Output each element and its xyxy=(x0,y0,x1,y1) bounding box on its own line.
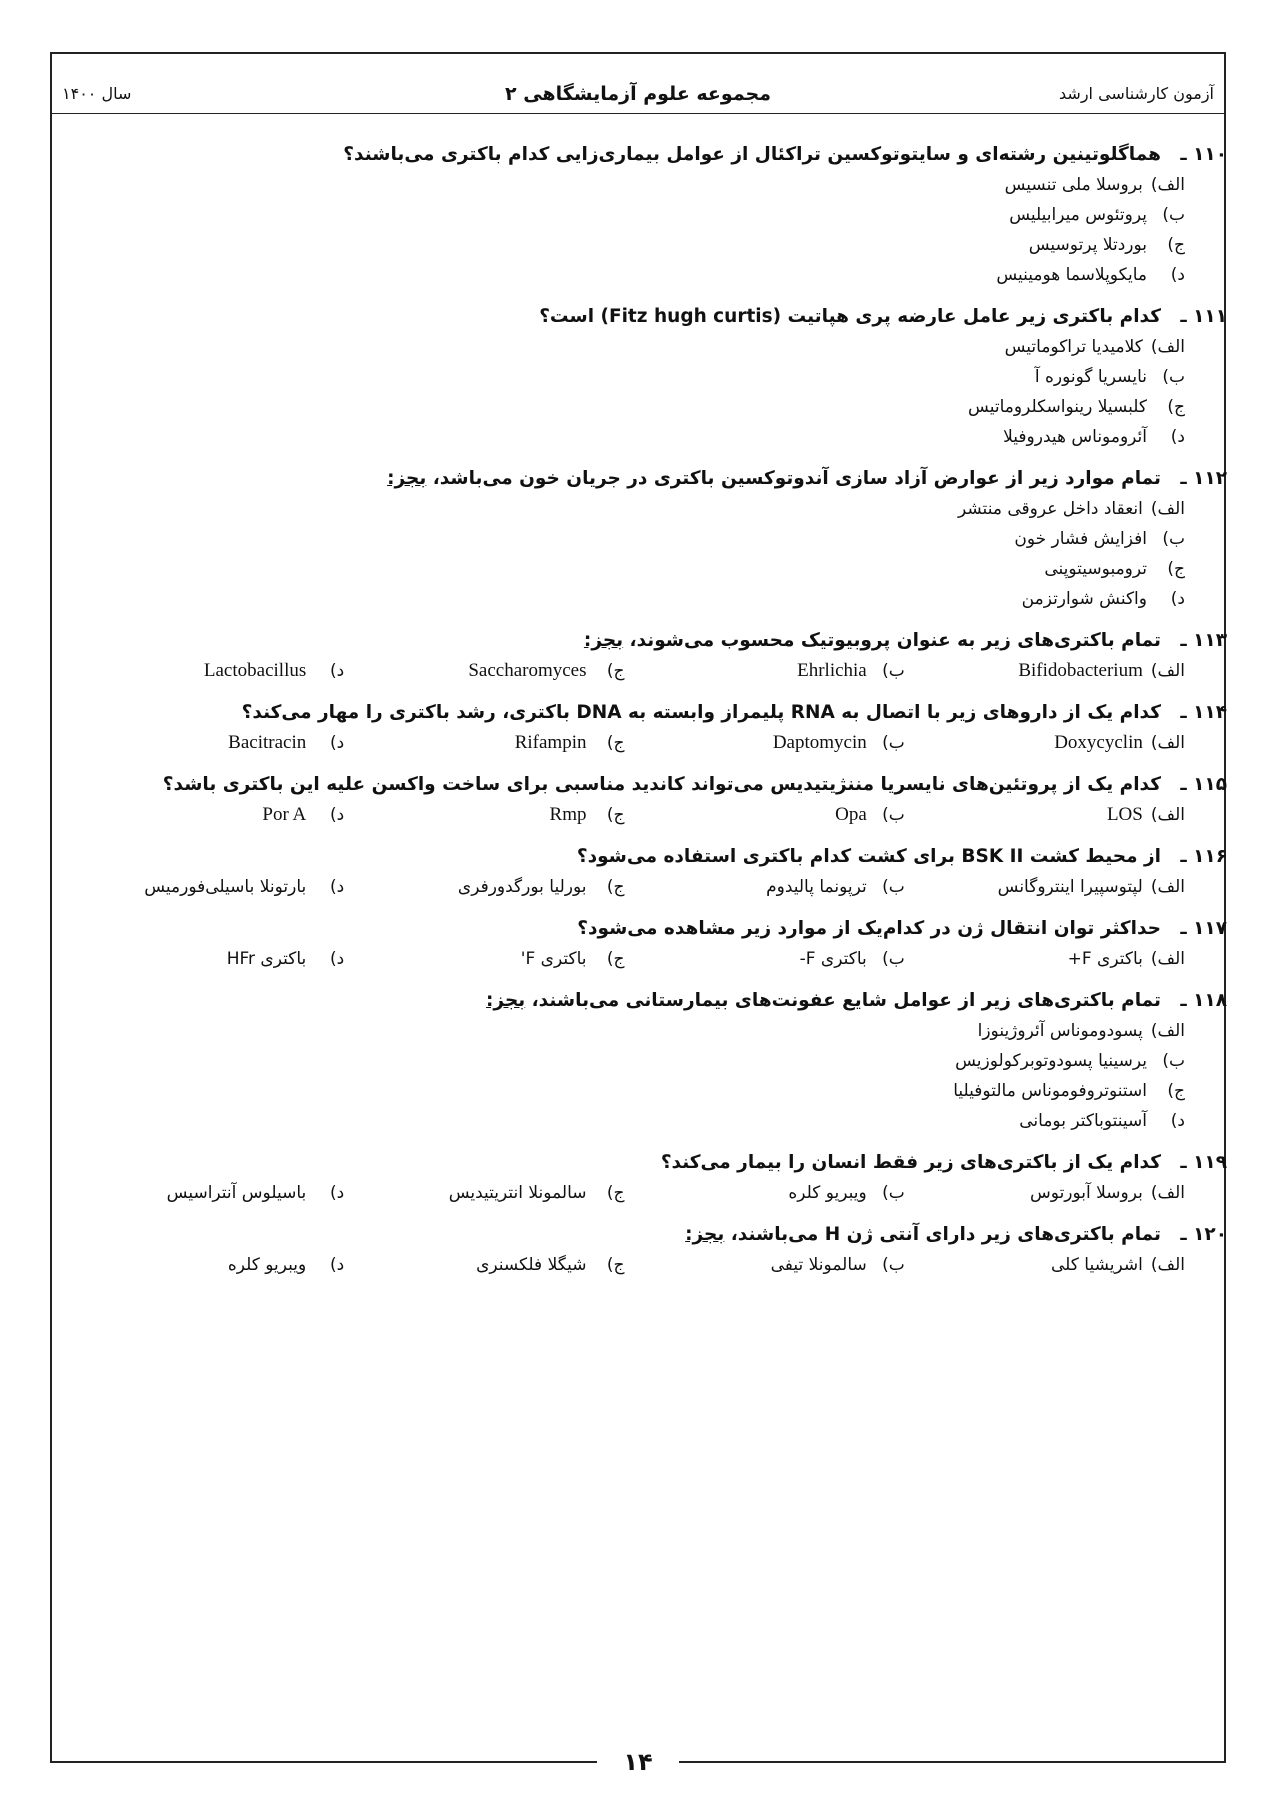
option-label: الف) xyxy=(1150,1255,1185,1275)
question-text xyxy=(163,770,1161,800)
answer-option xyxy=(64,1076,1185,1106)
option-label: ج) xyxy=(1167,559,1185,579)
question-text-body: کدام یک از پروتئین‌های نایسریا مننژیتیدیس می‌تواند کاندید مناسبی برای ساخت واکسن علیه این باکتری باشد؟ xyxy=(162,774,1161,795)
answer-option xyxy=(344,944,624,974)
option-text: یرسینیا پسودوتوبرکولوزیس xyxy=(955,1051,1147,1071)
exam-title: آزمون کارشناسی ارشد xyxy=(1059,84,1214,103)
answer-option xyxy=(64,1106,1185,1136)
option-label: الف) xyxy=(1150,499,1185,519)
option-label: ج) xyxy=(606,949,625,969)
option-text: Ehrlichia xyxy=(797,660,867,681)
option-text: Por A xyxy=(262,804,307,825)
answer-option xyxy=(625,800,905,830)
subject-title: مجموعه علوم آزمایشگاهی ۲ xyxy=(504,82,772,105)
answer-options xyxy=(64,494,1227,614)
answer-option xyxy=(64,362,1185,392)
question-item xyxy=(64,626,1227,686)
answer-option xyxy=(64,200,1185,230)
question-number: ۱۲۰ ـ xyxy=(1180,1224,1227,1245)
question-exception-marker: بجز: xyxy=(685,1224,725,1245)
answer-option xyxy=(344,728,624,758)
option-text: Daptomycin xyxy=(772,732,867,753)
question-text xyxy=(242,698,1161,728)
option-text: Rmp xyxy=(549,804,587,825)
option-label: د) xyxy=(330,805,345,825)
answer-options xyxy=(64,1250,1227,1280)
option-label: د) xyxy=(330,1255,345,1275)
answer-option xyxy=(64,584,1185,614)
question-text xyxy=(577,842,1161,872)
option-text: بوردتلا پرتوسیس xyxy=(1028,235,1147,255)
option-label: الف) xyxy=(1150,733,1185,753)
question-stem xyxy=(64,914,1227,944)
answer-option xyxy=(905,800,1185,830)
answer-option xyxy=(64,1016,1185,1046)
option-text: Rifampin xyxy=(514,732,587,753)
question-text-body: تمام باکتری‌های زیر به عنوان پروبیوتیک محسوب می‌شوند، xyxy=(623,630,1161,651)
option-label: ب) xyxy=(1162,1051,1185,1071)
option-label: ج) xyxy=(606,1255,625,1275)
option-text: سالمونلا تیفی xyxy=(770,1255,867,1275)
option-label: الف) xyxy=(1150,337,1185,357)
answer-option xyxy=(344,872,624,902)
answer-options xyxy=(64,1178,1227,1208)
answer-option xyxy=(905,944,1185,974)
answer-option xyxy=(344,1250,624,1280)
question-text xyxy=(577,914,1161,944)
answer-option xyxy=(64,392,1185,422)
answer-option xyxy=(344,800,624,830)
option-text: باسیلوس آنتراسیس xyxy=(166,1183,307,1203)
option-label: ج) xyxy=(606,733,625,753)
option-text: ترپونما پالیدوم xyxy=(766,877,867,897)
page-number: ۱۴ xyxy=(623,1748,653,1776)
question-text-body: تمام موارد زیر از عوارض آزاد سازی آندوتوکسین باکتری در جریان خون می‌باشد، xyxy=(426,468,1161,489)
option-label: الف) xyxy=(1150,661,1185,681)
option-text: Opa xyxy=(835,804,867,825)
option-label: ب) xyxy=(882,805,905,825)
option-label: د) xyxy=(1170,589,1185,609)
answer-option xyxy=(625,944,905,974)
option-label: الف) xyxy=(1150,1021,1185,1041)
question-item xyxy=(64,140,1227,290)
option-label: ب) xyxy=(882,1255,905,1275)
answer-options xyxy=(64,728,1227,758)
question-stem xyxy=(64,302,1227,332)
question-stem xyxy=(64,770,1227,800)
option-text: مایکوپلاسما هومینیس xyxy=(996,265,1147,285)
page-header xyxy=(52,74,1224,114)
answer-option xyxy=(625,1250,905,1280)
question-text xyxy=(343,140,1161,170)
question-item xyxy=(64,302,1227,452)
option-label: د) xyxy=(1170,427,1185,447)
option-text: کلامیدیا تراکوماتیس xyxy=(1004,337,1143,357)
option-label: ج) xyxy=(1167,1081,1185,1101)
answer-option xyxy=(64,1178,344,1208)
question-text-body: کدام باکتری زیر عامل عارضه پری هپاتیت (Fitz hugh curtis) است؟ xyxy=(539,306,1161,327)
answer-options xyxy=(64,656,1227,686)
option-text: بروسلا ملی تنسیس xyxy=(1004,175,1143,195)
question-exception-marker: بجز: xyxy=(387,468,427,489)
question-item xyxy=(64,1148,1227,1208)
answer-option xyxy=(625,1178,905,1208)
question-number: ۱۱۴ ـ xyxy=(1180,702,1227,723)
option-label: ج) xyxy=(606,1183,625,1203)
answer-option xyxy=(64,1250,344,1280)
option-label: د) xyxy=(330,877,345,897)
option-label: ب) xyxy=(882,1183,905,1203)
answer-option xyxy=(64,944,344,974)
question-text xyxy=(539,302,1161,332)
option-label: د) xyxy=(330,949,345,969)
option-text: استنوتروفوموناس مالتوفیلیا xyxy=(953,1081,1147,1101)
question-stem xyxy=(64,1148,1227,1178)
option-label: ب) xyxy=(1162,367,1185,387)
option-label: الف) xyxy=(1150,877,1185,897)
option-label: ج) xyxy=(1167,397,1185,417)
question-item xyxy=(64,464,1227,614)
option-text: سالمونلا انتریتیدیس xyxy=(448,1183,587,1203)
answer-option xyxy=(64,332,1185,362)
option-label: الف) xyxy=(1150,175,1185,195)
answer-options xyxy=(64,800,1227,830)
answer-option xyxy=(64,800,344,830)
question-text xyxy=(661,1148,1161,1178)
question-text xyxy=(387,464,1161,494)
answer-option xyxy=(64,554,1185,584)
footer-rule xyxy=(679,1761,1226,1763)
question-stem xyxy=(64,464,1227,494)
option-text: Bacitracin xyxy=(228,732,307,753)
option-label: د) xyxy=(1170,1111,1185,1131)
answer-option xyxy=(905,1178,1185,1208)
option-text: افزایش فشار خون xyxy=(1014,529,1147,549)
answer-option xyxy=(344,656,624,686)
question-text xyxy=(584,626,1161,656)
question-item xyxy=(64,1220,1227,1280)
option-text: باکتری HFr xyxy=(226,949,307,969)
option-text: Lactobacillus xyxy=(203,660,307,681)
question-number: ۱۱۸ ـ xyxy=(1180,990,1227,1011)
question-number: ۱۱۹ ـ xyxy=(1180,1152,1227,1173)
question-text xyxy=(486,986,1161,1016)
question-stem xyxy=(64,698,1227,728)
question-item xyxy=(64,770,1227,830)
question-item xyxy=(64,842,1227,902)
option-text: Doxycyclin xyxy=(1054,732,1143,753)
question-number: ۱۱۳ ـ xyxy=(1180,630,1227,651)
option-label: الف) xyxy=(1150,805,1185,825)
question-text-body: حداکثر توان انتقال ژن در کدام‌یک از موارد زیر مشاهده می‌شود؟ xyxy=(577,918,1161,939)
question-number: ۱۱۰ ـ xyxy=(1180,144,1227,165)
option-text: پسودوموناس آئروژینوزا xyxy=(977,1021,1143,1041)
question-item xyxy=(64,986,1227,1136)
answer-options xyxy=(64,944,1227,974)
question-text-body: هماگلوتینین رشته‌ای و سایتوتوکسین تراکئال از عوامل بیماری‌زایی کدام باکتری می‌باشند؟ xyxy=(343,144,1161,165)
option-label: ب) xyxy=(882,877,905,897)
option-text: بارتونلا باسیلی‌فورمیس xyxy=(144,877,307,897)
question-text-body: تمام باکتری‌های زیر از عوامل شایع عفونت‌های بیمارستانی می‌باشند، xyxy=(525,990,1161,1011)
question-text xyxy=(685,1220,1161,1250)
answer-options xyxy=(64,332,1227,452)
answer-option xyxy=(64,728,344,758)
question-number: ۱۱۵ ـ xyxy=(1180,774,1227,795)
answer-option xyxy=(905,728,1185,758)
answer-option xyxy=(64,260,1185,290)
answer-option xyxy=(64,170,1185,200)
option-label: ب) xyxy=(1162,205,1185,225)
question-stem xyxy=(64,140,1227,170)
option-label: ج) xyxy=(1167,235,1185,255)
question-stem xyxy=(64,842,1227,872)
option-text: Saccharomyces xyxy=(468,660,587,681)
answer-option xyxy=(64,422,1185,452)
question-item xyxy=(64,914,1227,974)
option-text: کلبسیلا رینواسکلروماتیس xyxy=(968,397,1147,417)
option-text: انعقاد داخل عروقی منتشر xyxy=(958,499,1143,519)
question-stem xyxy=(64,626,1227,656)
option-text: آئروموناس هیدروفیلا xyxy=(1003,427,1147,447)
option-label: الف) xyxy=(1150,949,1185,969)
answer-option xyxy=(625,872,905,902)
answer-option xyxy=(64,494,1185,524)
answer-options xyxy=(64,170,1227,290)
option-text: بورلیا بورگدورفری xyxy=(457,877,587,897)
option-text: ویبریو کلره xyxy=(227,1255,307,1275)
option-text: باکتری F+ xyxy=(1067,949,1143,969)
answer-option xyxy=(64,230,1185,260)
option-text: واکنش شوارتزمن xyxy=(1021,589,1147,609)
option-label: ج) xyxy=(606,877,625,897)
option-text: لپتوسپیرا اینتروگانس xyxy=(997,877,1143,897)
option-label: ج) xyxy=(606,805,625,825)
question-text-body: از محیط کشت BSK II برای کشت کدام باکتری استفاده می‌شود؟ xyxy=(576,846,1161,867)
option-text: LOS xyxy=(1106,804,1143,825)
question-item xyxy=(64,698,1227,758)
question-number: ۱۱۶ ـ xyxy=(1180,846,1227,867)
question-number: ۱۱۱ ـ xyxy=(1180,306,1227,327)
option-text: ترومبوسیتوپنی xyxy=(1044,559,1147,579)
question-text-body: کدام یک از باکتری‌های زیر فقط انسان را بیمار می‌کند؟ xyxy=(660,1152,1161,1173)
option-text: شیگلا فلکسنری xyxy=(476,1255,587,1275)
answer-option xyxy=(344,1178,624,1208)
option-text: پروتئوس میرابیلیس xyxy=(1009,205,1147,225)
exam-year: سال ۱۴۰۰ xyxy=(62,84,132,103)
option-text: اشریشیا کلی xyxy=(1051,1255,1143,1275)
question-exception-marker: بجز: xyxy=(583,630,624,651)
answer-option xyxy=(625,728,905,758)
option-label: ب) xyxy=(882,949,905,969)
question-number: ۱۱۷ ـ xyxy=(1180,918,1227,939)
answer-option xyxy=(64,524,1185,554)
option-text: آسینتوباکتر بومانی xyxy=(1019,1111,1147,1131)
question-stem xyxy=(64,986,1227,1016)
answer-option xyxy=(905,656,1185,686)
option-text: باکتری F- xyxy=(799,949,867,969)
answer-option xyxy=(64,1046,1185,1076)
questions-list xyxy=(64,140,1227,1292)
option-label: د) xyxy=(330,661,345,681)
answer-option xyxy=(64,872,344,902)
option-text: Bifidobacterium xyxy=(1018,660,1143,681)
option-label: الف) xyxy=(1150,1183,1185,1203)
option-label: ب) xyxy=(882,733,905,753)
option-text: بروسلا آبورتوس xyxy=(1030,1183,1143,1203)
option-text: ویبریو کلره xyxy=(788,1183,867,1203)
question-number: ۱۱۲ ـ xyxy=(1180,468,1227,489)
option-label: د) xyxy=(330,1183,345,1203)
question-stem xyxy=(64,1220,1227,1250)
option-text: باکتری F' xyxy=(520,949,587,969)
answer-options xyxy=(64,872,1227,902)
option-label: ب) xyxy=(1162,529,1185,549)
answer-option xyxy=(64,656,344,686)
option-label: د) xyxy=(330,733,345,753)
question-text-body: تمام باکتری‌های زیر دارای آنتی ژن H می‌باشند، xyxy=(724,1224,1161,1245)
answer-options xyxy=(64,1016,1227,1136)
footer-rule xyxy=(50,1761,597,1763)
option-label: د) xyxy=(1170,265,1185,285)
option-label: ب) xyxy=(882,661,905,681)
option-label: ج) xyxy=(606,661,625,681)
option-text: نایسریا گونوره آ xyxy=(1034,367,1147,387)
answer-option xyxy=(625,656,905,686)
answer-option xyxy=(905,1250,1185,1280)
question-exception-marker: بجز: xyxy=(486,990,526,1011)
page-footer xyxy=(50,1744,1226,1780)
question-text-body: کدام یک از داروهای زیر با اتصال به RNA پلیمراز وابسته به DNA باکتری، رشد باکتری را مهار می‌کند؟ xyxy=(241,702,1161,723)
answer-option xyxy=(905,872,1185,902)
